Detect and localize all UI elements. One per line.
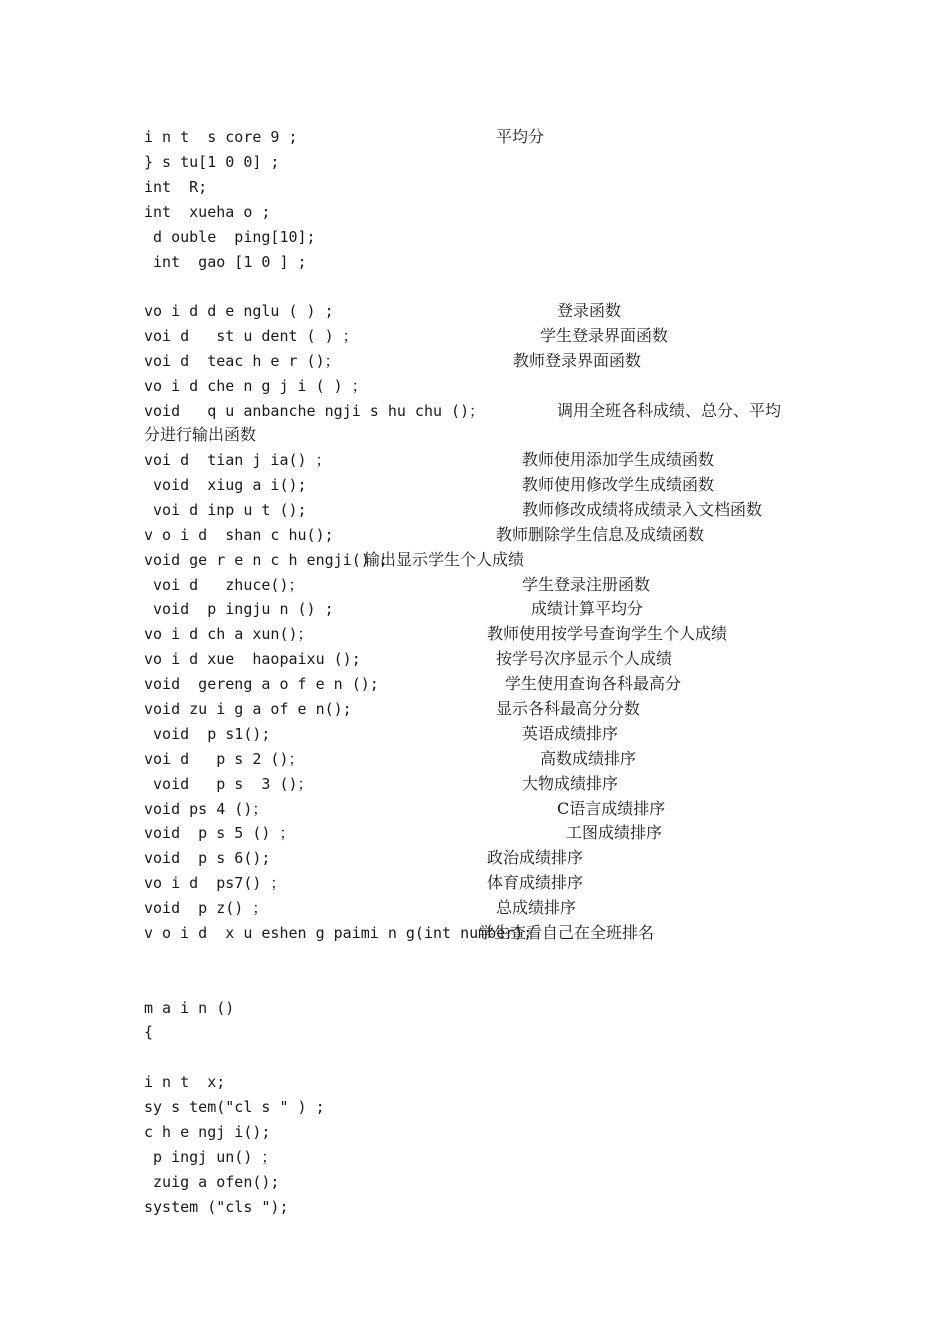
code-comment: 教师使用修改学生成绩函数 (522, 475, 715, 494)
code-line: void xiug a i(); (144, 476, 307, 494)
code-line: c h e ngj i(); (144, 1123, 271, 1141)
code-comment: 大物成绩排序 (522, 774, 619, 793)
code-line: voi d inp u t (); (144, 501, 307, 519)
code-comment: 政治成绩排序 (487, 848, 584, 867)
code-line: v o i d shan c hu(); (144, 526, 334, 544)
code-line: } s tu[1 0 0] ; (144, 153, 280, 171)
code-comment: 显示各科最高分分数 (496, 699, 641, 718)
code-line: sy s tem("cl s " ) ; (144, 1098, 325, 1116)
code-line: voi d teac h e r ()； (144, 352, 340, 370)
code-line: void p s 6(); (144, 849, 271, 867)
code-comment: 输出显示学生个人成绩 (364, 550, 525, 569)
code-line: vo i d xue haopaixu (); (144, 650, 361, 668)
code-line: voi d p s 2 ()； (144, 750, 304, 768)
code-comment: 调用全班各科成绩、总分、平均 (557, 401, 782, 420)
code-comment: C语言成绩排序 (557, 799, 666, 818)
code-comment: 平均分 (496, 127, 545, 146)
code-line: p ingj un() ； (144, 1148, 277, 1166)
code-comment: 分进行输出函数 (144, 425, 257, 444)
code-comment: 学生登录界面函数 (540, 326, 669, 345)
code-line: m a i n () (144, 999, 235, 1017)
code-line: i n t s core 9 ; (144, 128, 298, 146)
code-line: void p s1(); (144, 725, 271, 743)
code-comment: 学生登录注册函数 (522, 575, 651, 594)
code-comment: 教师使用按学号查询学生个人成绩 (487, 624, 728, 643)
code-comment: 按学号次序显示个人成绩 (496, 649, 673, 668)
code-line: vo i d che n g j i ( ) ； (144, 377, 367, 395)
code-line: int xueha o ; (144, 203, 271, 221)
code-line: void ps 4 ()； (144, 800, 268, 818)
code-line: vo i d d e nglu ( ) ; (144, 302, 334, 320)
code-comment: 学生查看自己在全班排名 (478, 923, 655, 942)
code-line: i n t x; (144, 1073, 226, 1091)
code-line: void q u anbanche ngji s hu chu ()； (144, 402, 485, 420)
code-comment: 体育成绩排序 (487, 873, 584, 892)
code-comment: 总成绩排序 (496, 898, 577, 917)
code-line: int gao [1 0 ] ; (144, 253, 307, 271)
code-line: voi d tian j ia() ； (144, 451, 331, 469)
code-line: d ouble ping[10]; (144, 228, 316, 246)
code-line: vo i d ch a xun()； (144, 625, 313, 643)
code-line: void p s 3 ()； (144, 775, 313, 793)
code-comment: 高数成绩排序 (540, 749, 637, 768)
code-line: voi d zhuce()； (144, 576, 304, 594)
code-comment: 学生使用查询各科最高分 (505, 674, 682, 693)
code-line: int R; (144, 178, 208, 196)
code-line: void p ingju n () ; (144, 600, 334, 618)
code-comment: 成绩计算平均分 (531, 599, 644, 618)
code-line: zuig a ofen(); (144, 1173, 280, 1191)
code-comment: 教师登录界面函数 (513, 351, 642, 370)
code-line: { (144, 1023, 154, 1041)
code-line: void ge r e n c h engji() ; (144, 551, 388, 569)
code-line: void zu i g a of e n(); (144, 700, 352, 718)
code-comment: 登录函数 (557, 301, 622, 320)
code-comment: 英语成绩排序 (522, 724, 619, 743)
code-line: vo i d ps7() ； (144, 874, 286, 892)
code-line: voi d st u dent ( ) ； (144, 327, 358, 345)
code-line: void gereng a o f e n (); (144, 675, 379, 693)
code-comment: 教师删除学生信息及成绩函数 (496, 525, 705, 544)
code-line: v o i d x u eshen g paimi n g(int number); (144, 924, 533, 942)
code-comment: 教师修改成绩将成绩录入文档函数 (522, 500, 763, 519)
code-line: void p z() ； (144, 899, 268, 917)
code-comment: 教师使用添加学生成绩函数 (522, 450, 715, 469)
code-line: void p s 5 () ； (144, 824, 295, 842)
code-line: system ("cls "); (144, 1198, 289, 1216)
code-comment: 工图成绩排序 (566, 823, 663, 842)
